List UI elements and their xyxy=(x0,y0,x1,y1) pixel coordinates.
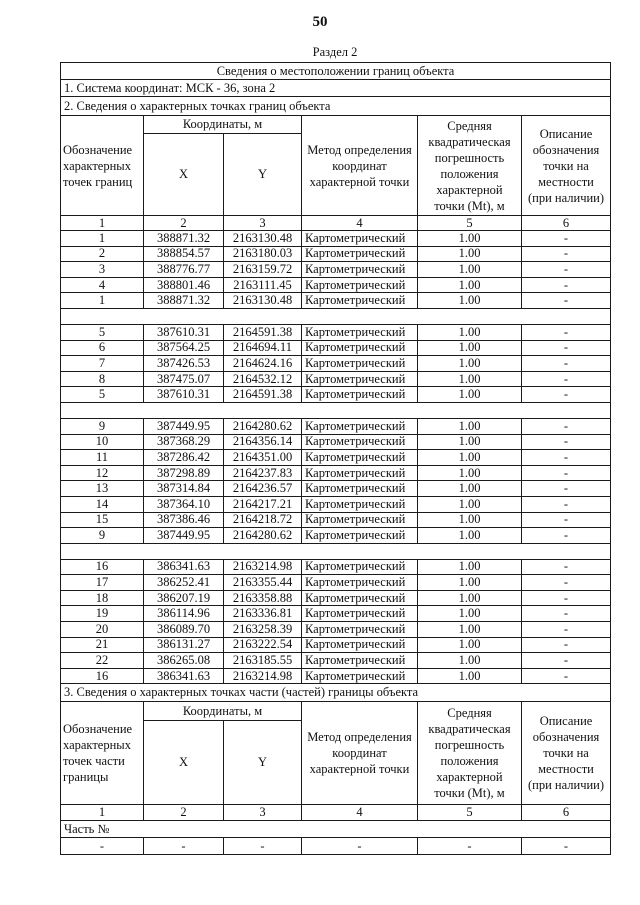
cell-error: 1.00 xyxy=(418,356,522,372)
cell-x: 388854.57 xyxy=(144,246,224,262)
cell-method: Картометрический xyxy=(302,356,418,372)
cell-point: 19 xyxy=(61,606,144,622)
part-header-y: Y xyxy=(224,721,302,805)
cell-x: 387610.31 xyxy=(144,387,224,403)
part-cell-description: - xyxy=(522,838,611,855)
cell-x: 387364.10 xyxy=(144,496,224,512)
cell-point: 14 xyxy=(61,496,144,512)
cell-description: - xyxy=(522,262,611,278)
group-separator xyxy=(61,308,611,324)
table-row xyxy=(61,418,611,434)
cell-y: 2164237.83 xyxy=(224,465,302,481)
cell-point: 6 xyxy=(61,340,144,356)
cell-error: 1.00 xyxy=(418,293,522,309)
header-error: Средняя квадратическая погрешность положения характерной точки (Mt), м xyxy=(418,116,522,216)
cell-y: 2164694.11 xyxy=(224,340,302,356)
column-number: 4 xyxy=(302,216,418,231)
group-separator-cell xyxy=(61,402,611,418)
table-row xyxy=(61,371,611,387)
cell-error: 1.00 xyxy=(418,481,522,497)
column-number-row xyxy=(61,216,611,231)
part-header-x: X xyxy=(144,721,224,805)
cell-description: - xyxy=(522,575,611,591)
column-number: 3 xyxy=(224,216,302,231)
cell-error: 1.00 xyxy=(418,512,522,528)
cell-y: 2163336.81 xyxy=(224,606,302,622)
table-row xyxy=(61,324,611,340)
cell-y: 2164236.57 xyxy=(224,481,302,497)
part-cell-x: - xyxy=(144,838,224,855)
cell-method: Картометрический xyxy=(302,653,418,669)
part-header-method: Метод определения координат характерной точки xyxy=(302,702,418,805)
part-row xyxy=(61,838,611,855)
cell-y: 2163180.03 xyxy=(224,246,302,262)
cell-error: 1.00 xyxy=(418,590,522,606)
cell-error: 1.00 xyxy=(418,575,522,591)
table-row xyxy=(61,277,611,293)
cell-error: 1.00 xyxy=(418,496,522,512)
cell-error: 1.00 xyxy=(418,668,522,684)
table-row xyxy=(61,668,611,684)
cell-description: - xyxy=(522,668,611,684)
table-row xyxy=(61,575,611,591)
cell-description: - xyxy=(522,465,611,481)
cell-x: 386089.70 xyxy=(144,622,224,638)
points-section-title: 2. Сведения о характерных точках границ объекта xyxy=(61,97,611,116)
cell-x: 387449.95 xyxy=(144,418,224,434)
cell-point: 8 xyxy=(61,371,144,387)
cell-method: Картометрический xyxy=(302,418,418,434)
cell-method: Картометрический xyxy=(302,324,418,340)
cell-description: - xyxy=(522,606,611,622)
part-header-point: Обозначение характерных точек части границы xyxy=(61,702,144,805)
cell-y: 2164280.62 xyxy=(224,528,302,544)
cell-method: Картометрический xyxy=(302,262,418,278)
cell-description: - xyxy=(522,246,611,262)
table-title: Сведения о местоположении границ объекта xyxy=(61,63,611,80)
table-row xyxy=(61,637,611,653)
cell-x: 388871.32 xyxy=(144,293,224,309)
table-row xyxy=(61,340,611,356)
cell-method: Картометрический xyxy=(302,637,418,653)
cell-error: 1.00 xyxy=(418,277,522,293)
cell-method: Картометрический xyxy=(302,668,418,684)
cell-y: 2164280.62 xyxy=(224,418,302,434)
column-number: 4 xyxy=(302,805,418,821)
page-number: 50 xyxy=(312,14,328,30)
cell-point: 9 xyxy=(61,418,144,434)
cell-error: 1.00 xyxy=(418,371,522,387)
header-point: Обозначение характерных точек границ xyxy=(61,116,144,216)
cell-method: Картометрический xyxy=(302,622,418,638)
cell-error: 1.00 xyxy=(418,559,522,575)
cell-y: 2163130.48 xyxy=(224,293,302,309)
cell-description: - xyxy=(522,637,611,653)
table-row xyxy=(61,262,611,278)
cell-point: 16 xyxy=(61,668,144,684)
cell-y: 2163130.48 xyxy=(224,231,302,247)
column-number: 1 xyxy=(61,805,144,821)
cell-point: 5 xyxy=(61,387,144,403)
cell-y: 2163358.88 xyxy=(224,590,302,606)
cell-point: 21 xyxy=(61,637,144,653)
cell-x: 387368.29 xyxy=(144,434,224,450)
group-separator-cell xyxy=(61,308,611,324)
cell-method: Картометрический xyxy=(302,371,418,387)
cell-point: 22 xyxy=(61,653,144,669)
cell-error: 1.00 xyxy=(418,465,522,481)
cell-error: 1.00 xyxy=(418,340,522,356)
cell-method: Картометрический xyxy=(302,293,418,309)
header-y: Y xyxy=(224,134,302,216)
cell-point: 16 xyxy=(61,559,144,575)
cell-y: 2163214.98 xyxy=(224,559,302,575)
cell-point: 9 xyxy=(61,528,144,544)
table-row xyxy=(61,246,611,262)
cell-description: - xyxy=(522,293,611,309)
cell-description: - xyxy=(522,356,611,372)
cell-x: 388801.46 xyxy=(144,277,224,293)
column-number: 6 xyxy=(522,216,611,231)
table-row xyxy=(61,481,611,497)
boundary-table xyxy=(60,62,611,855)
cell-method: Картометрический xyxy=(302,340,418,356)
part-label: Часть № xyxy=(61,821,611,838)
cell-point: 1 xyxy=(61,231,144,247)
cell-point: 20 xyxy=(61,622,144,638)
cell-x: 386114.96 xyxy=(144,606,224,622)
cell-y: 2164217.21 xyxy=(224,496,302,512)
column-number: 1 xyxy=(61,216,144,231)
table-row xyxy=(61,356,611,372)
cell-y: 2163214.98 xyxy=(224,668,302,684)
cell-error: 1.00 xyxy=(418,262,522,278)
cell-description: - xyxy=(522,450,611,466)
cell-point: 13 xyxy=(61,481,144,497)
table-row xyxy=(61,512,611,528)
cell-method: Картометрический xyxy=(302,465,418,481)
table-row xyxy=(61,387,611,403)
group-separator-cell xyxy=(61,543,611,559)
cell-y: 2164218.72 xyxy=(224,512,302,528)
cell-x: 386265.08 xyxy=(144,653,224,669)
table-row xyxy=(61,434,611,450)
cell-x: 387386.46 xyxy=(144,512,224,528)
cell-description: - xyxy=(522,512,611,528)
cell-x: 387314.84 xyxy=(144,481,224,497)
cell-point: 5 xyxy=(61,324,144,340)
part-cell-error: - xyxy=(418,838,522,855)
cell-error: 1.00 xyxy=(418,231,522,247)
cell-description: - xyxy=(522,387,611,403)
cell-point: 3 xyxy=(61,262,144,278)
cell-description: - xyxy=(522,340,611,356)
column-number: 6 xyxy=(522,805,611,821)
cell-description: - xyxy=(522,324,611,340)
cell-error: 1.00 xyxy=(418,387,522,403)
cell-x: 386131.27 xyxy=(144,637,224,653)
group-separator xyxy=(61,543,611,559)
cell-method: Картометрический xyxy=(302,590,418,606)
cell-method: Картометрический xyxy=(302,231,418,247)
cell-point: 18 xyxy=(61,590,144,606)
cell-y: 2164351.00 xyxy=(224,450,302,466)
table-row xyxy=(61,653,611,669)
points-body xyxy=(61,231,611,684)
cell-error: 1.00 xyxy=(418,606,522,622)
table-row xyxy=(61,606,611,622)
cell-error: 1.00 xyxy=(418,418,522,434)
cell-x: 387426.53 xyxy=(144,356,224,372)
column-number: 5 xyxy=(418,216,522,231)
cell-point: 7 xyxy=(61,356,144,372)
header-coordinates: Координаты, м xyxy=(144,116,302,134)
header-description: Описание обозначения точки на местности (при наличии) xyxy=(522,116,611,216)
cell-description: - xyxy=(522,590,611,606)
table-row xyxy=(61,528,611,544)
cell-x: 388776.77 xyxy=(144,262,224,278)
part-section xyxy=(61,684,611,855)
cell-method: Картометрический xyxy=(302,450,418,466)
table-row xyxy=(61,293,611,309)
cell-y: 2164532.12 xyxy=(224,371,302,387)
cell-point: 15 xyxy=(61,512,144,528)
points-header-block xyxy=(61,63,611,231)
cell-method: Картометрический xyxy=(302,496,418,512)
cell-method: Картометрический xyxy=(302,434,418,450)
table-row xyxy=(61,231,611,247)
cell-method: Картометрический xyxy=(302,246,418,262)
cell-point: 12 xyxy=(61,465,144,481)
cell-y: 2163258.39 xyxy=(224,622,302,638)
cell-error: 1.00 xyxy=(418,528,522,544)
table-row xyxy=(61,496,611,512)
cell-method: Картометрический xyxy=(302,512,418,528)
part-cell-point: - xyxy=(61,838,144,855)
part-header-error: Средняя квадратическая погрешность положения характерной точки (Mt), м xyxy=(418,702,522,805)
cell-description: - xyxy=(522,528,611,544)
cell-description: - xyxy=(522,418,611,434)
part-section-title: 3. Сведения о характерных точках части (частей) границы объекта xyxy=(61,684,611,702)
cell-x: 387298.89 xyxy=(144,465,224,481)
cell-y: 2163222.54 xyxy=(224,637,302,653)
column-number: 2 xyxy=(144,805,224,821)
cell-description: - xyxy=(522,277,611,293)
cell-method: Картометрический xyxy=(302,277,418,293)
cell-y: 2164591.38 xyxy=(224,324,302,340)
cell-method: Картометрический xyxy=(302,387,418,403)
cell-error: 1.00 xyxy=(418,637,522,653)
cell-description: - xyxy=(522,496,611,512)
cell-y: 2163111.45 xyxy=(224,277,302,293)
table-row xyxy=(61,590,611,606)
cell-x: 386341.63 xyxy=(144,668,224,684)
cell-description: - xyxy=(522,434,611,450)
header-method: Метод определения координат характерной точки xyxy=(302,116,418,216)
cell-method: Картометрический xyxy=(302,606,418,622)
cell-y: 2163185.55 xyxy=(224,653,302,669)
cell-error: 1.00 xyxy=(418,622,522,638)
cell-y: 2164591.38 xyxy=(224,387,302,403)
cell-method: Картометрический xyxy=(302,481,418,497)
cell-y: 2163355.44 xyxy=(224,575,302,591)
cell-description: - xyxy=(522,371,611,387)
cell-x: 386207.19 xyxy=(144,590,224,606)
cell-error: 1.00 xyxy=(418,653,522,669)
table-row xyxy=(61,622,611,638)
cell-point: 11 xyxy=(61,450,144,466)
coordinate-system: 1. Система координат: МСК - 36, зона 2 xyxy=(61,80,611,97)
part-header-coordinates: Координаты, м xyxy=(144,702,302,721)
cell-y: 2164624.16 xyxy=(224,356,302,372)
cell-y: 2164356.14 xyxy=(224,434,302,450)
table-row xyxy=(61,559,611,575)
cell-point: 1 xyxy=(61,293,144,309)
cell-x: 387286.42 xyxy=(144,450,224,466)
cell-description: - xyxy=(522,559,611,575)
cell-x: 387449.95 xyxy=(144,528,224,544)
cell-point: 10 xyxy=(61,434,144,450)
cell-method: Картометрический xyxy=(302,528,418,544)
cell-error: 1.00 xyxy=(418,246,522,262)
column-number: 5 xyxy=(418,805,522,821)
header-x: X xyxy=(144,134,224,216)
cell-x: 388871.32 xyxy=(144,231,224,247)
cell-x: 386252.41 xyxy=(144,575,224,591)
cell-description: - xyxy=(522,481,611,497)
group-separator xyxy=(61,402,611,418)
cell-method: Картометрический xyxy=(302,559,418,575)
cell-point: 2 xyxy=(61,246,144,262)
part-column-number-row xyxy=(61,805,611,821)
cell-error: 1.00 xyxy=(418,434,522,450)
part-cell-method: - xyxy=(302,838,418,855)
cell-x: 387564.25 xyxy=(144,340,224,356)
cell-error: 1.00 xyxy=(418,324,522,340)
cell-error: 1.00 xyxy=(418,450,522,466)
cell-description: - xyxy=(522,231,611,247)
cell-method: Картометрический xyxy=(302,575,418,591)
table-row xyxy=(61,450,611,466)
cell-description: - xyxy=(522,653,611,669)
cell-x: 387475.07 xyxy=(144,371,224,387)
cell-point: 17 xyxy=(61,575,144,591)
table-row xyxy=(61,465,611,481)
cell-point: 4 xyxy=(61,277,144,293)
part-cell-y: - xyxy=(224,838,302,855)
cell-x: 387610.31 xyxy=(144,324,224,340)
cell-y: 2163159.72 xyxy=(224,262,302,278)
column-number: 2 xyxy=(144,216,224,231)
column-number: 3 xyxy=(224,805,302,821)
cell-x: 386341.63 xyxy=(144,559,224,575)
cell-description: - xyxy=(522,622,611,638)
part-header-description: Описание обозначения точки на местности (при наличии) xyxy=(522,702,611,805)
section-label: Раздел 2 xyxy=(312,45,358,59)
